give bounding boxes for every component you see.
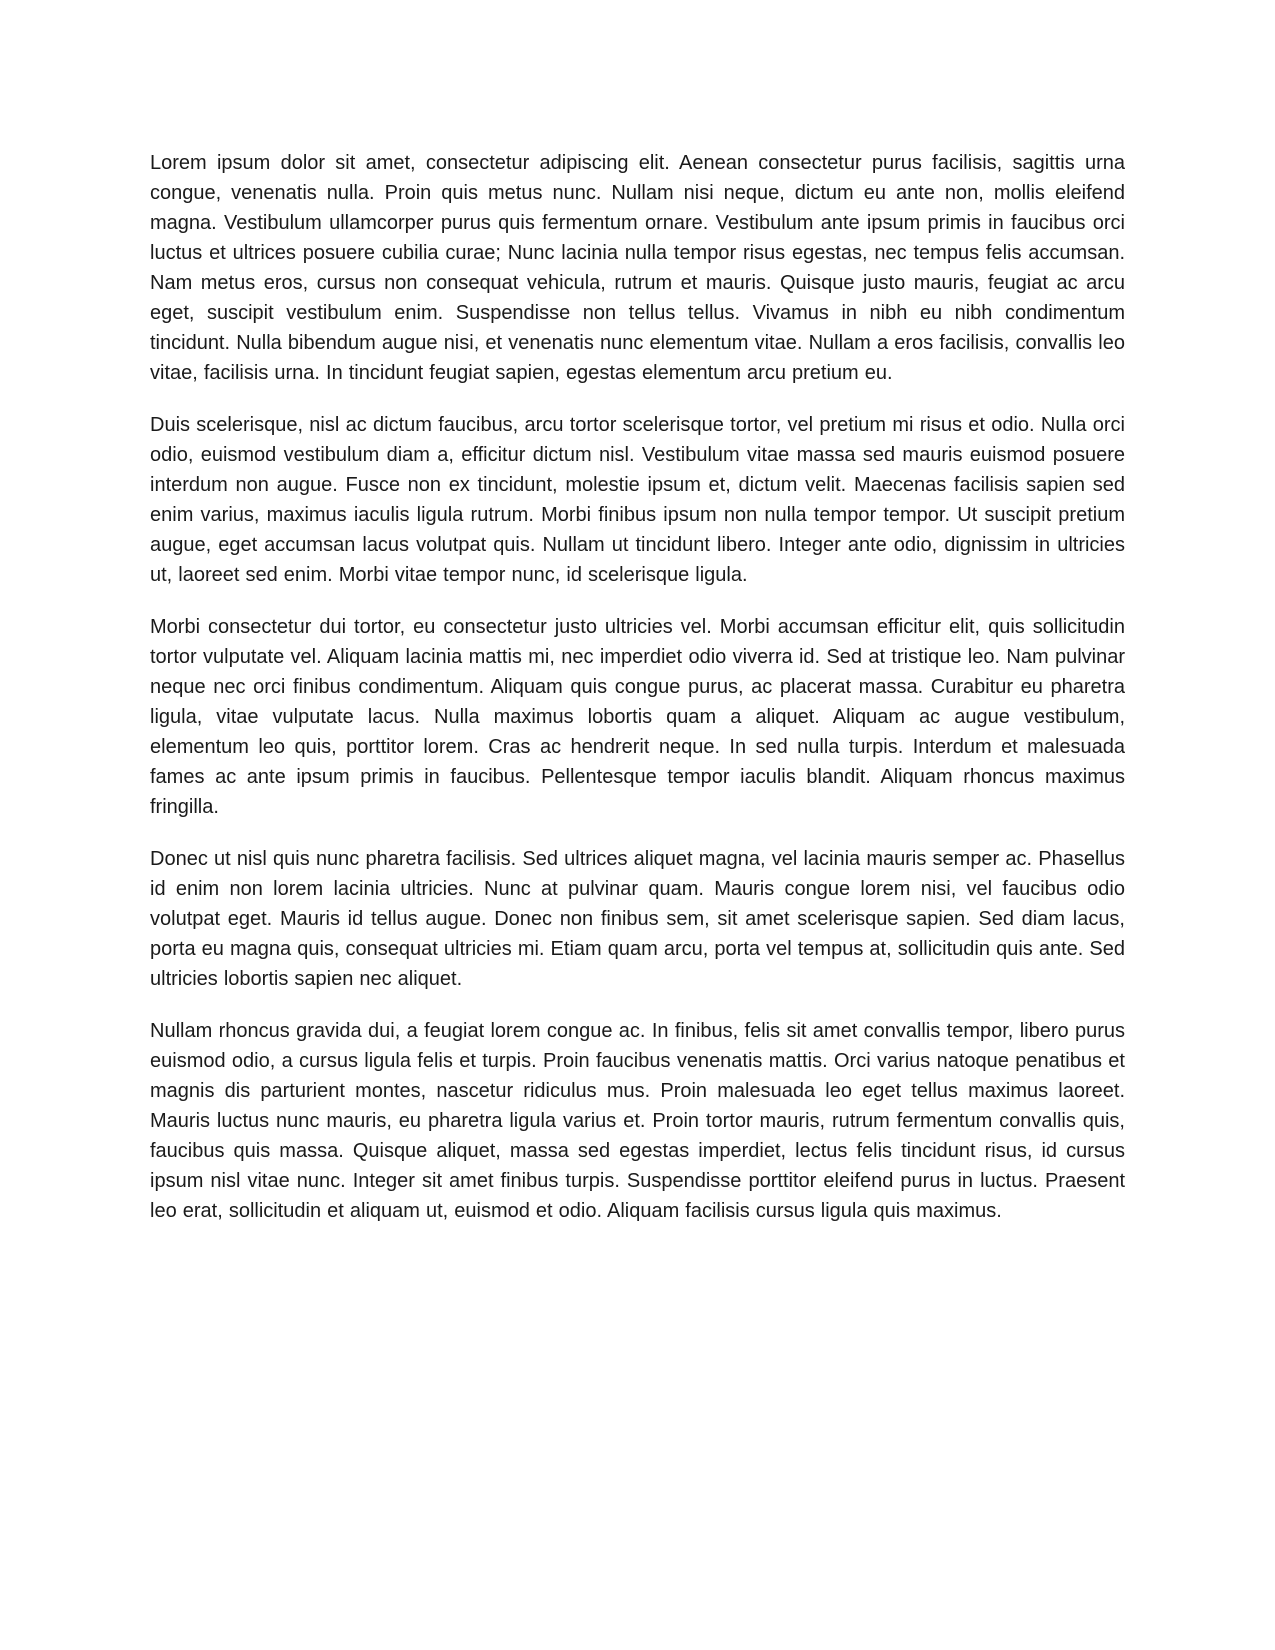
paragraph-1: Lorem ipsum dolor sit amet, consectetur adipiscing elit. Aenean consectetur purus facilisis, sagittis urna congue, venenatis nulla. Proin quis metus nunc. Nullam nisi neque, dictum eu ante non, mollis eleifend magna. Vestibulum ullamcorper purus quis fermentum ornare. Vestibulum ante ipsum primis in faucibus orci luctus et ultrices posuere cubilia curae; Nunc lacinia nulla tempor risus egestas, nec tempus felis accumsan. Nam metus eros, cursus non consequat vehicula, rutrum et mauris. Quisque justo mauris, feugiat ac arcu eget, suscipit vestibulum enim. Suspendisse non tellus tellus. Vivamus in nibh eu nibh condimentum tincidunt. Nulla bibendum augue nisi, et venenatis nunc elementum vitae. Nullam a eros facilisis, convallis leo vitae, facilisis urna. In tincidunt feugiat sapien, egestas elementum arcu pretium eu.: [150, 152, 1125, 384]
paragraph-4: Donec ut nisl quis nunc pharetra facilisis. Sed ultrices aliquet magna, vel lacinia mauris semper ac. Phasellus id enim non lorem lacinia ultricies. Nunc at pulvinar quam. Mauris congue lorem nisi, vel faucibus odio volutpat eget. Mauris id tellus augue. Donec non finibus sem, sit amet scelerisque sapien. Sed diam lacus, porta eu magna quis, consequat ultricies mi. Etiam quam arcu, porta vel tempus at, sollicitudin quis ante. Sed ultricies lobortis sapien nec aliquet.: [150, 848, 1125, 990]
paragraph-5: Nullam rhoncus gravida dui, a feugiat lorem congue ac. In finibus, felis sit amet convallis tempor, libero purus euismod odio, a cursus ligula felis et turpis. Proin faucibus venenatis mattis. Orci varius natoque penatibus et magnis dis parturient montes, nascetur ridiculus mus. Proin malesuada leo eget tellus maximus laoreet. Mauris luctus nunc mauris, eu pharetra ligula varius et. Proin tortor mauris, rutrum fermentum convallis quis, faucibus quis massa. Quisque aliquet, massa sed egestas imperdiet, lectus felis tincidunt risus, id cursus ipsum nisl vitae nunc. Integer sit amet finibus turpis. Suspendisse porttitor eleifend purus in luctus. Praesent leo erat, sollicitudin et aliquam ut, euismod et odio. Aliquam facilisis cursus ligula quis maximus.: [150, 1020, 1125, 1222]
paragraph-3: Morbi consectetur dui tortor, eu consectetur justo ultricies vel. Morbi accumsan efficitur elit, quis sollicitudin tortor vulputate vel. Aliquam lacinia mattis mi, nec imperdiet odio viverra id. Sed at tristique leo. Nam pulvinar neque nec orci finibus condimentum. Aliquam quis congue purus, ac placerat massa. Curabitur eu pharetra ligula, vitae vulputate lacus. Nulla maximus lobortis quam a aliquet. Aliquam ac augue vestibulum, elementum leo quis, porttitor lorem. Cras ac hendrerit neque. In sed nulla turpis. Interdum et malesuada fames ac ante ipsum primis in faucibus. Pellentesque tempor iaculis blandit. Aliquam rhoncus maximus fringilla.: [150, 616, 1125, 818]
paragraph-2: Duis scelerisque, nisl ac dictum faucibus, arcu tortor scelerisque tortor, vel pretium mi risus et odio. Nulla orci odio, euismod vestibulum diam a, efficitur dictum nisl. Vestibulum vitae massa sed mauris euismod posuere interdum non augue. Fusce non ex tincidunt, molestie ipsum et, dictum velit. Maecenas facilisis sapien sed enim varius, maximus iaculis ligula rutrum. Morbi finibus ipsum non nulla tempor tempor. Ut suscipit pretium augue, eget accumsan lacus volutpat quis. Nullam ut tincidunt libero. Integer ante odio, dignissim in ultricies ut, laoreet sed enim. Morbi vitae tempor nunc, id scelerisque ligula.: [150, 414, 1125, 586]
